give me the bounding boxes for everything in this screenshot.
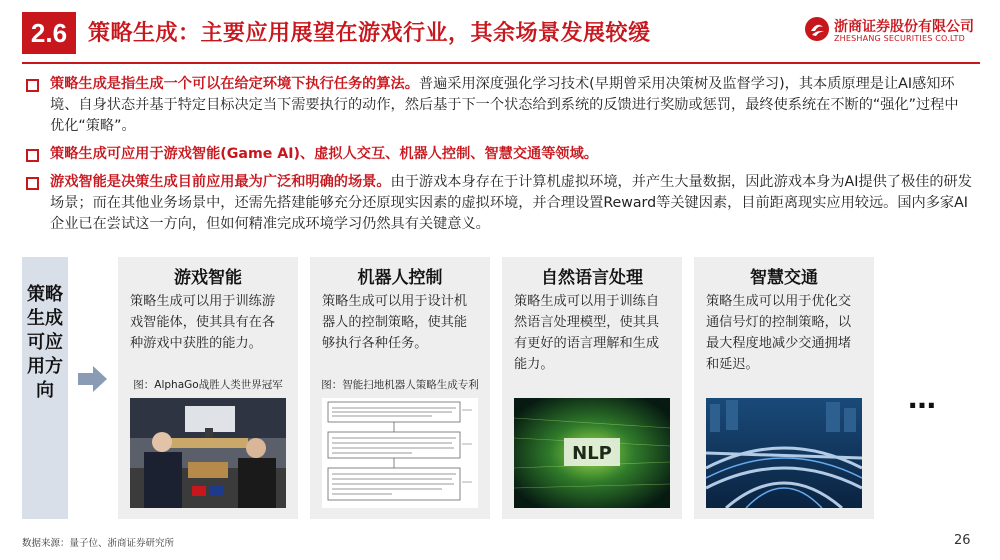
card-description: 策略生成可以用于设计机器人的控制策略，使其能够执行各种任务。 — [322, 294, 468, 351]
side-label-panel — [22, 257, 68, 519]
company-logo-icon — [804, 16, 830, 42]
bullet-item — [22, 74, 972, 137]
bullet-highlight: 游戏智能是决策生成目前应用最为广泛和明确的场景。 — [50, 174, 391, 190]
bullet-text: 由于游戏本身存在于计算机虚拟环境，并产生大量数据，因此游戏本身为AI提供了极佳的研发场景；而在其他业务场景中，还需先搭建能够充分还原现实因素的虚拟环境，并合理设置Reward等关键因素，目前距离现实应用较远。国内多家AI企业已在尝试这一方向，但如何精准完成环境学习仍然具有关键意义。 — [50, 174, 972, 232]
company-name: 浙商证券股份有限公司 — [834, 19, 974, 35]
card-nlp — [502, 257, 682, 519]
traffic-interchange-image — [706, 398, 862, 508]
more-items-ellipsis: … — [908, 382, 938, 415]
checkbox-bullet-icon — [26, 177, 39, 190]
card-title: 智慧交通 — [750, 268, 818, 288]
nlp-image-label: NLP — [572, 443, 612, 464]
page-title: 策略生成：主要应用展望在游戏行业，其余场景发展较缓 — [88, 21, 651, 46]
card-title: 游戏智能 — [174, 268, 242, 288]
checkbox-bullet-icon — [26, 79, 39, 92]
patent-flowchart-image — [322, 398, 478, 508]
card-description: 策略生成可以用于优化交通信号灯的控制策略，以最大程度地减少交通拥堵和延迟。 — [706, 294, 852, 372]
right-arrow-icon — [78, 364, 108, 394]
card-smart-traffic — [694, 257, 874, 519]
card-description: 策略生成可以用于训练游戏智能体，使其具有在各种游戏中获胜的能力。 — [130, 294, 276, 351]
data-source-note: 数据来源：量子位、浙商证券研究所 — [22, 538, 175, 549]
title-divider — [22, 62, 980, 64]
bullet-list — [22, 74, 972, 242]
checkbox-bullet-icon — [26, 149, 39, 162]
card-title: 自然语言处理 — [541, 268, 643, 288]
card-caption: 图：智能扫地机器人策略生成专利 — [321, 379, 479, 391]
side-label: 策略生成可应用方向 — [27, 284, 63, 401]
page-number: 26 — [954, 533, 971, 548]
card-title: 机器人控制 — [357, 268, 443, 288]
card-robot-control — [310, 257, 490, 519]
card-description: 策略生成可以用于训练自然语言处理模型，使其具有更好的语言理解和生成能力。 — [514, 294, 660, 372]
bullet-text: 普遍采用深度强化学习技术(早期曾采用决策树及监督学习)，其本质原理是让AI感知环境、自身状态并基于特定目标决定当下需要执行的动作，然后基于下一个状态给到系统的反馈进行奖励或惩罚，最终使系统在不断的“强化”过程中优化“策略”。 — [50, 76, 959, 134]
bullet-item — [22, 144, 972, 165]
company-name-english: ZHESHANG SECURITIES CO.LTD — [834, 34, 965, 43]
bullet-item — [22, 172, 972, 235]
bullet-highlight: 策略生成是指生成一个可以在给定环境下执行任务的算法。 — [50, 76, 419, 92]
company-logo — [804, 14, 984, 54]
section-number-badge: 2.6 — [22, 12, 76, 54]
card-game-ai — [118, 257, 298, 519]
bullet-highlight: 策略生成可应用于游戏智能(Game AI)、虚拟人交互、机器人控制、智慧交通等领域。 — [50, 146, 598, 162]
card-caption: 图：AlphaGo战胜人类世界冠军 — [133, 379, 283, 391]
alphago-match-photo — [130, 398, 286, 508]
